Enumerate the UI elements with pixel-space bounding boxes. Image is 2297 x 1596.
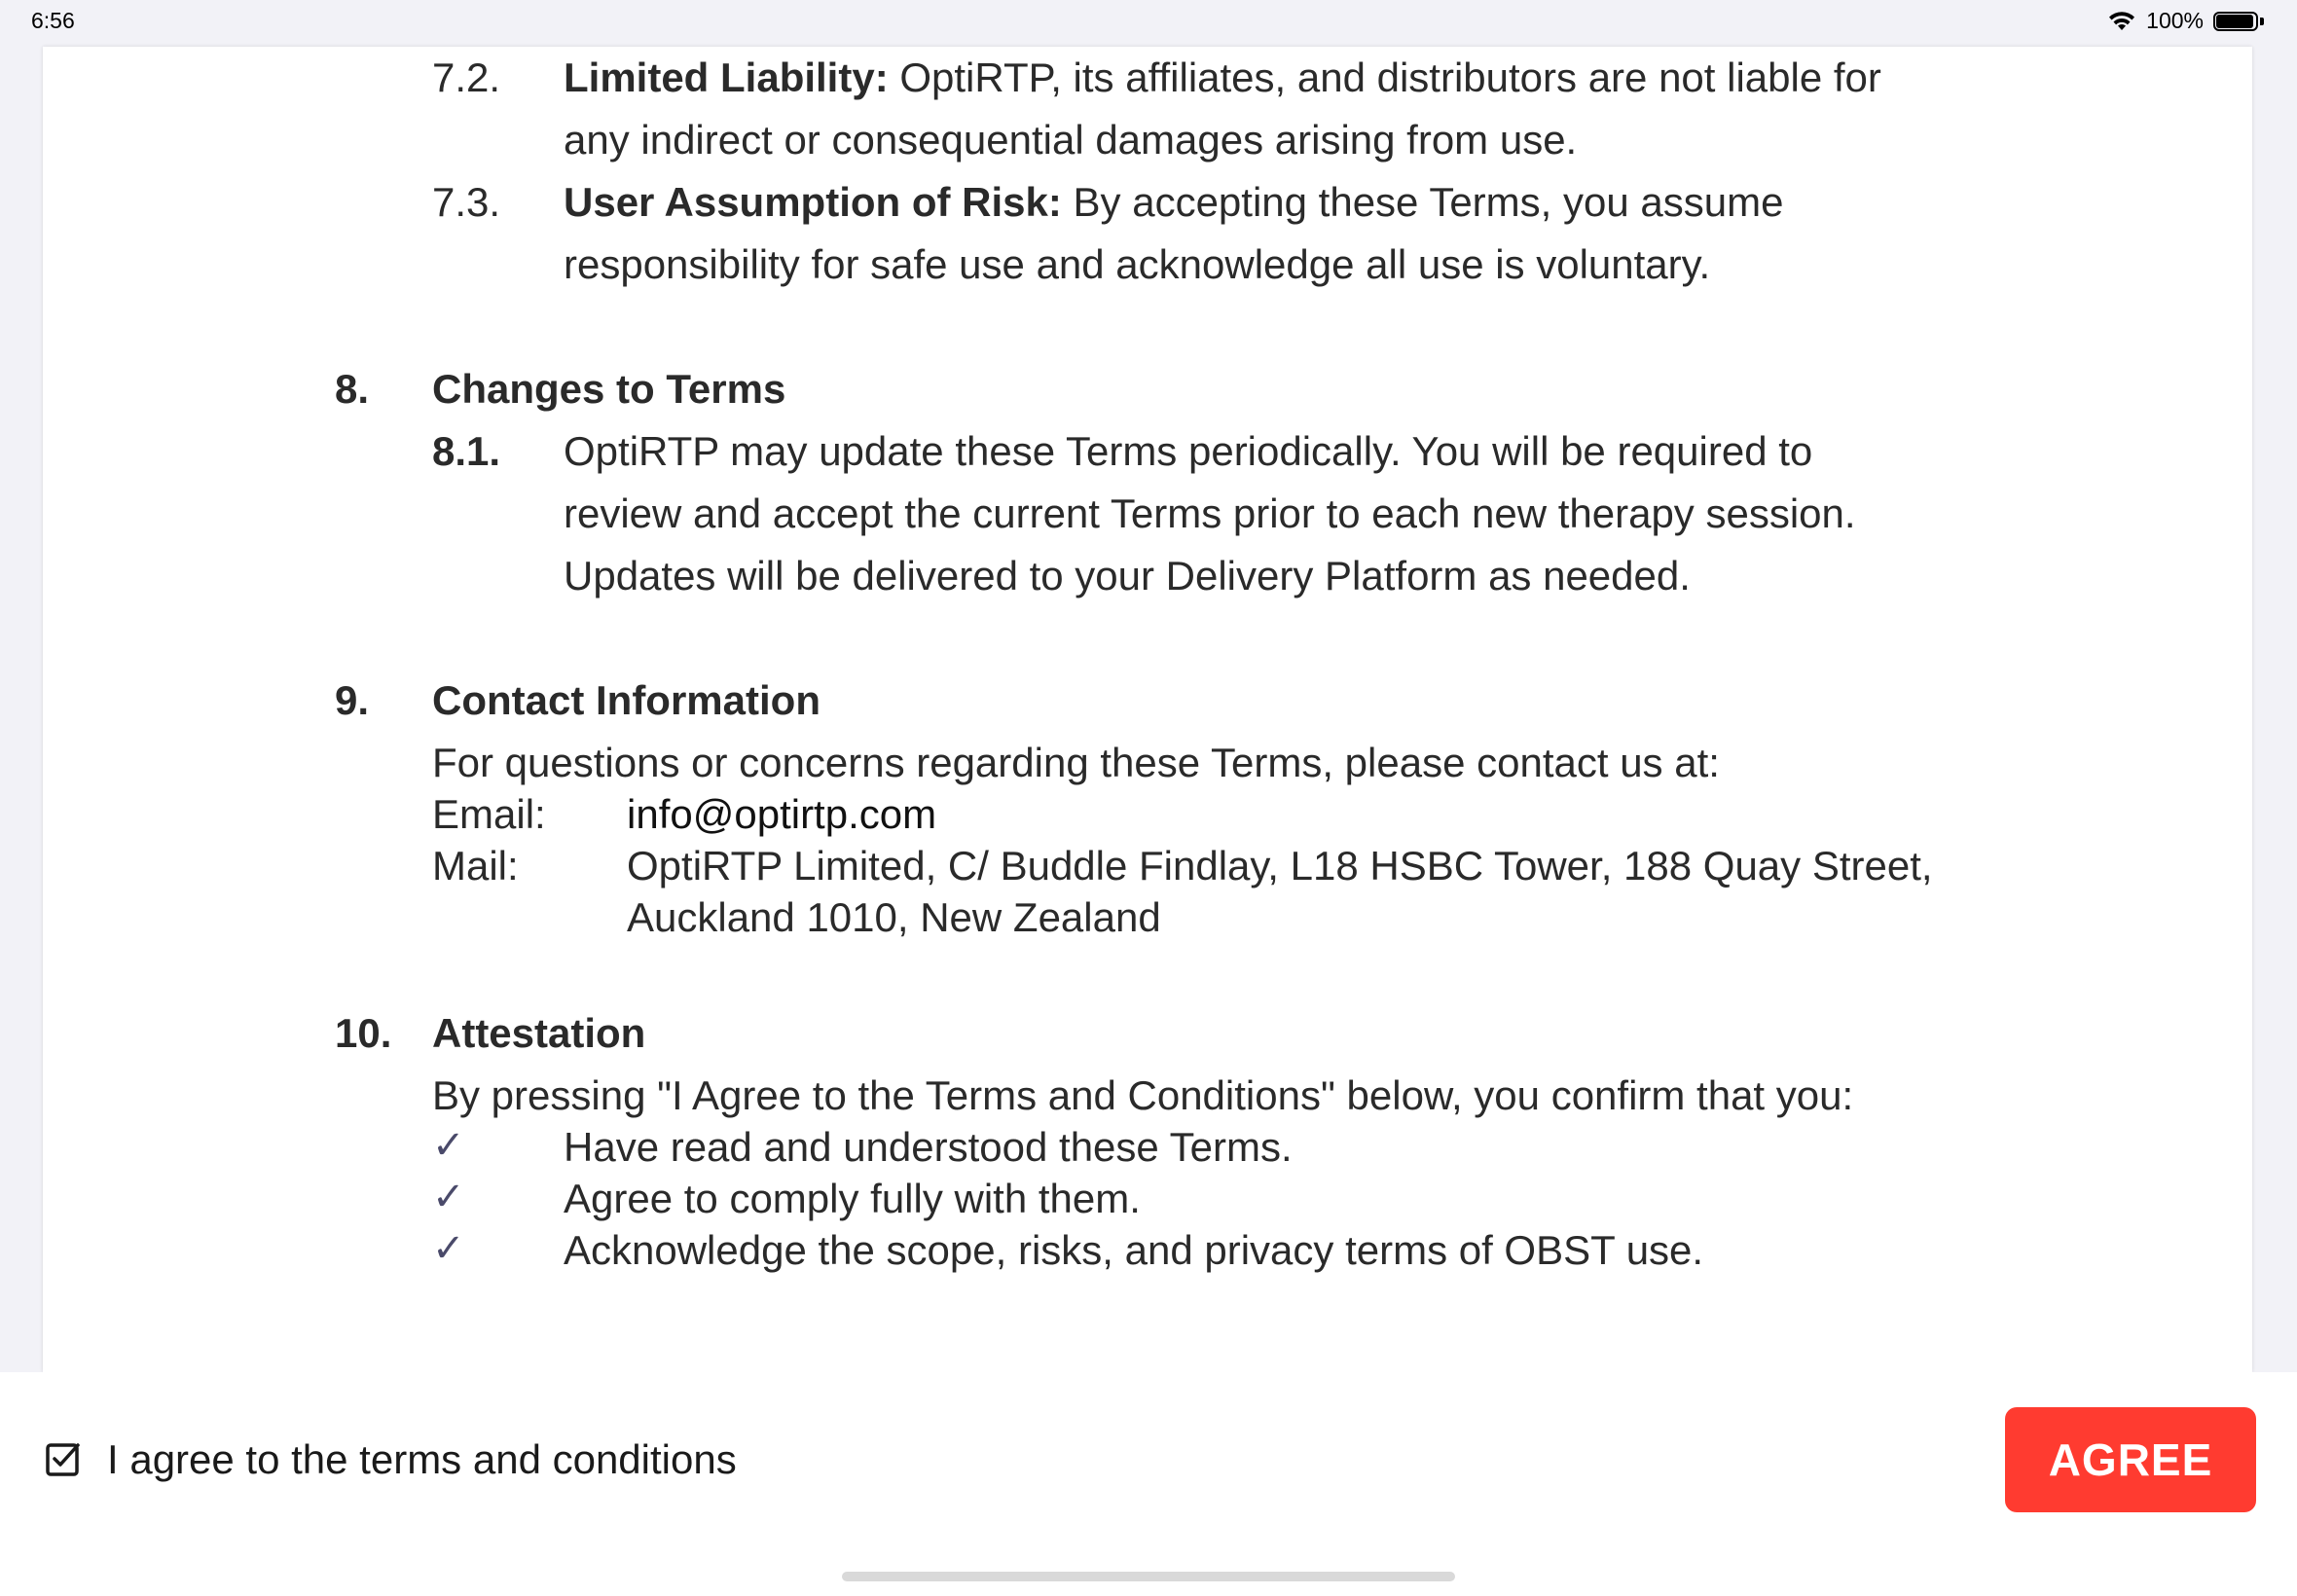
email-label: Email: bbox=[432, 791, 546, 837]
check-icon: ✓ bbox=[432, 1227, 465, 1270]
section-7-2-number: 7.2. bbox=[432, 54, 501, 100]
section-8-number: 8. bbox=[335, 366, 370, 412]
status-time: 6:56 bbox=[31, 8, 75, 33]
attestation-item: Agree to comply fully with them. bbox=[564, 1176, 1141, 1221]
section-9-intro: For questions or concerns regarding these Terms, please contact us at: bbox=[432, 740, 1720, 785]
attestation-item: Acknowledge the scope, risks, and privacy terms of OBST use. bbox=[564, 1227, 1704, 1273]
section-10-title: Attestation bbox=[432, 1010, 646, 1056]
section-10-number: 10. bbox=[335, 1010, 392, 1056]
email-link[interactable]: info@optirtp.com bbox=[627, 791, 937, 837]
terms-document[interactable] bbox=[43, 47, 2252, 1372]
section-7-3-line1: By accepting these Terms, you assume bbox=[1061, 179, 1784, 225]
attestation-item: Have read and understood these Terms. bbox=[564, 1124, 1293, 1170]
section-10-intro: By pressing "I Agree to the Terms and Conditions" below, you confirm that you: bbox=[432, 1072, 1854, 1118]
section-7-3-line2: responsibility for safe use and acknowledge all use is voluntary. bbox=[564, 241, 1711, 287]
check-icon: ✓ bbox=[432, 1176, 465, 1218]
wifi-icon bbox=[2107, 10, 2136, 33]
battery-percent: 100% bbox=[2146, 8, 2204, 33]
status-bar bbox=[0, 0, 2297, 47]
section-9-title: Contact Information bbox=[432, 677, 820, 723]
section-7-3-title: User Assumption of Risk: bbox=[564, 179, 1062, 225]
agree-button[interactable]: AGREE bbox=[2005, 1407, 2256, 1512]
status-indicators bbox=[2107, 8, 2266, 34]
section-8-1-line3: Updates will be delivered to your Delivery Platform as needed. bbox=[564, 553, 1691, 598]
home-indicator bbox=[842, 1572, 1455, 1581]
section-7-2-title: Limited Liability: bbox=[564, 54, 889, 100]
section-7-2-line1: OptiRTP, its affiliates, and distributors are not liable for bbox=[888, 54, 1881, 100]
section-7-2-text bbox=[564, 54, 1881, 101]
agree-checkbox[interactable] bbox=[45, 1440, 82, 1477]
section-7-3-number: 7.3. bbox=[432, 179, 501, 225]
section-8-1-line1: OptiRTP may update these Terms periodically. You will be required to bbox=[564, 428, 1813, 474]
section-8-1-line2: review and accept the current Terms prior to each new therapy session. bbox=[564, 490, 1856, 536]
check-icon: ✓ bbox=[432, 1124, 465, 1167]
agreement-bar bbox=[0, 1372, 2297, 1596]
section-8-1-number: 8.1. bbox=[432, 428, 501, 474]
mail-address-line1: OptiRTP Limited, C/ Buddle Findlay, L18 HSBC Tower, 188 Quay Street, bbox=[627, 843, 1933, 889]
section-7-2-line2: any indirect or consequential damages arising from use. bbox=[564, 117, 1578, 163]
agree-checkbox-label[interactable]: I agree to the terms and conditions bbox=[107, 1436, 737, 1482]
mail-address-line2: Auckland 1010, New Zealand bbox=[627, 894, 1161, 940]
section-8-title: Changes to Terms bbox=[432, 366, 786, 412]
battery-icon bbox=[2213, 10, 2266, 33]
section-7-3-text bbox=[564, 179, 1783, 226]
mail-label: Mail: bbox=[432, 843, 519, 889]
section-9-number: 9. bbox=[335, 677, 370, 723]
